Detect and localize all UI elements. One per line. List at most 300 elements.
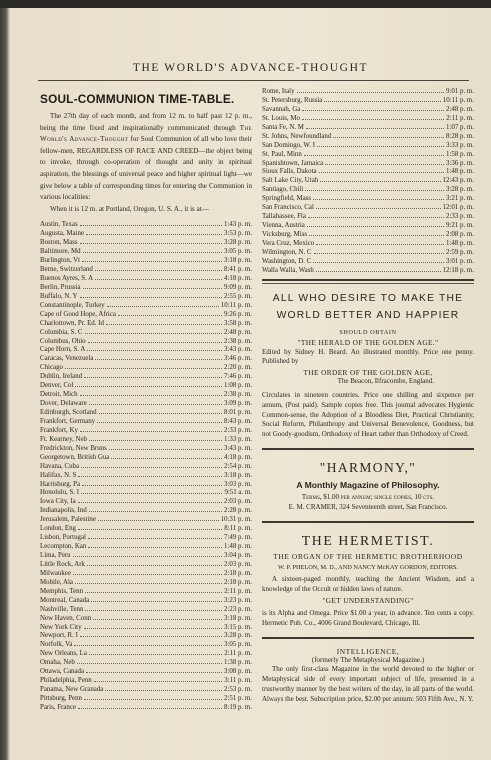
dot-leader [85,586,222,593]
local-time: 2:51 p. m. [224,695,252,703]
city-name: Berlin, Prussia [40,283,81,291]
timetable-row [40,452,252,461]
timetable-row [40,648,252,657]
timetable-row [40,237,252,246]
dot-leader [314,247,445,254]
local-time: 2:53 p. m. [224,686,252,694]
city-name: Tallahassee, Fla [262,213,306,221]
local-time: 2:11 p. m. [446,114,474,122]
city-name: Montreal, Canada [40,596,90,604]
local-time: 1:43 p. m. [224,221,252,229]
dot-leader [107,300,219,307]
dot-leader [109,443,222,450]
timetable-row [262,247,474,256]
dot-leader [75,577,222,584]
city-name: Caracas, Venezuela [40,355,94,363]
local-time: 9:01 p. m. [446,88,474,95]
dot-leader [89,434,222,441]
dot-leader [98,514,219,521]
hermetist-title: THE HERMETIST. [301,532,435,548]
city-name: Springfield, Mass [262,195,311,203]
city-name: Spanishtown, Jamaica [262,159,324,167]
dot-leader [333,131,444,138]
dot-leader [88,336,222,343]
local-time: 2:48 p. m. [446,105,474,113]
city-name: New Haven, Conn [40,614,92,622]
dot-leader [319,166,444,173]
timetable-row [40,595,252,604]
local-time: 3:36 p. m. [446,159,474,167]
timetable-row [40,398,252,407]
timetable-row [40,228,252,237]
local-time: 2:28 p. m. [224,507,252,515]
dot-leader [313,256,444,263]
local-time: 3:46 p. m. [224,355,252,363]
dot-leader [94,675,223,682]
local-time: 3:03 p. m. [224,480,252,488]
city-name: St. Louis, Mo [262,114,300,122]
herald-edited: Edited by Sidney H. Beard. An illustrated monthly. Price one penny. Published by [262,347,474,366]
local-time: 8:41 p. m. [224,266,252,274]
dot-leader [81,487,222,494]
herald-ad-title [262,290,474,324]
dot-leader [95,353,222,360]
timetable-row [40,470,252,479]
section-divider [262,279,474,281]
local-time: 2:20 p. m. [224,364,252,372]
dot-leader [85,604,222,611]
city-name: Baltimore, Md [40,248,81,256]
local-time: 2:55 p. m. [224,292,252,300]
timetable-row [262,95,474,104]
city-name: St. Petersburg, Russia [262,96,323,104]
local-time: 8:11 p. m. [224,525,252,533]
timetable-row [262,193,474,202]
hermetist-description: A sixteen-paged monthly, teaching the Ancient Wisdom, and a knowledge of the Occult or hidden laws of nature. [262,575,474,594]
dot-leader [316,265,441,272]
local-time: 3:28 p. m. [224,632,252,640]
city-name: Jerusalem, Palestine [40,516,96,524]
local-time: 2:33 p. m. [224,426,252,434]
local-time: 3:18 p. m. [224,471,252,479]
timetable-row [40,389,252,398]
local-time: 3:23 p. m. [224,596,252,604]
local-time: 3:28 p. m. [224,239,252,247]
timetable-row [40,586,252,595]
local-time: 8:19 p. m. [224,703,252,711]
local-time: 1:33 p. m. [224,435,252,443]
intelligence-title: INTELLIGENCE, [336,646,400,656]
city-name: Memphis, Tenn [40,587,84,595]
local-time: 4:18 p. m. [224,453,252,461]
herald-name: "THE HERALD OF THE GOLDEN AGE." [297,337,439,347]
city-name: Paris, France [40,703,76,711]
timetable-row [40,613,252,622]
dot-leader [84,371,222,378]
dot-leader [88,532,222,539]
dot-leader [307,220,444,227]
hermetist-motto: "GET UNDERSTANDING" [322,596,414,606]
dot-leader [73,550,222,557]
local-time: 1:08 p. m. [224,382,252,390]
timetable-row [40,443,252,452]
dot-leader [83,246,222,253]
dot-leader [78,523,222,530]
local-time: 1:38 p. m. [224,659,252,667]
local-time: 3:05 p. m. [224,641,252,649]
city-name: Philadelphia, Penn [40,677,92,685]
timetable-row [262,175,474,184]
should-obtain: SHOULD OBTAIN [339,328,397,336]
city-name: Norfolk, Va [40,641,73,649]
city-name: Cape Horn, S. A [40,346,86,354]
dot-leader [89,648,222,655]
timetable-row [262,86,474,95]
timetable-left [40,219,252,711]
city-name: Buffalo, N. Y [40,292,78,300]
local-time: 2:48 p. m. [224,328,252,336]
local-time: 3:21 p. m. [446,195,474,203]
city-name: Chicago [40,364,63,372]
city-name: Dover, Delaware [40,400,87,408]
city-name: Columbus, Ohio [40,337,86,345]
local-time: 4:18 p. m. [224,274,252,282]
dot-leader [89,505,222,512]
dot-leader [304,149,444,156]
dot-leader [97,416,222,423]
dot-leader [81,461,222,468]
dot-leader [80,237,223,244]
dot-leader [325,158,444,165]
city-name: Panama, New Granada [40,686,104,694]
city-name: Indianapolis, Ind [40,507,87,515]
city-name: Frankfort, Ky [40,426,78,434]
dot-leader [65,362,222,369]
timetable-row [262,140,474,149]
timetable-row [40,622,252,631]
local-time: 1:48 p. m. [446,239,474,247]
local-time: 3:43 p. m. [224,346,252,354]
local-time: 2:18 p. m. [224,578,252,586]
dot-leader [87,344,222,351]
city-name: Salt Lake City, Utah [262,177,319,185]
local-time: 8:28 p. m. [446,132,474,140]
city-name: Frankfort, Germany [40,417,96,425]
timetable-row [40,380,252,389]
dot-leader [302,113,444,120]
city-name: Pittsburg, Penn [40,695,82,703]
dot-leader [74,639,222,646]
local-time: 1:48 p. m. [224,543,252,551]
dot-leader [83,282,222,289]
timetable-row [262,131,474,140]
city-name: Detroit, Mich [40,391,78,399]
intro-p1-b: for Soul Communion of all who love their fellow-men, REGARDLESS OF RACE AND CREED—the object being to invoke, through co-operation of thought and unity in spiritual aspiration, the blessings of universal peace and higher spiritual light—we give below a table of corresponding times for entering the Communion in various localities: [40,135,252,202]
order-address: The Beacon, Ilfracombe, England. [337,377,434,386]
hermetist-body: is its Alpha and Omega. Price $1.00 a year, in advance. Ten cents a copy. Hermetic Pub. Co., 4006 Grand Boulevard, Chicago, Ill. [262,609,474,627]
timetable-row [40,684,252,693]
timetable-row [40,461,252,470]
city-name: St. Paul, Minn [262,150,302,158]
city-name: New Orleans, La [40,650,87,658]
timetable-row [40,336,252,345]
local-time: 3:33 p. m. [446,141,474,149]
local-time: 2:11 p. m. [224,587,252,595]
city-name: Ft. Kearney, Neb [40,435,88,443]
timetable-row [40,362,252,371]
city-name: Milwaukee [40,569,71,577]
local-time: 2:59 p. m. [446,248,474,256]
city-name: Columbia, S. C [40,328,83,336]
local-time: 3:04 p. m. [224,552,252,560]
timetable-row [40,300,252,309]
dot-leader [309,229,444,236]
city-name: Walla Walla, Wash [262,266,314,274]
dot-leader [75,380,222,387]
timetable-row [40,577,252,586]
timetable-row [40,318,252,327]
local-time: 2:23 p. m. [224,605,252,613]
dot-leader [86,666,222,673]
local-time: 2:03 p. m. [224,498,252,506]
timetable-row [40,550,252,559]
local-time: 7:49 p. m. [224,534,252,542]
local-time: 2:18 p. m. [224,569,252,577]
dot-leader [78,470,222,477]
dot-leader [87,559,222,566]
timetable-row [262,202,474,211]
city-name: Vienna, Austria [262,222,305,230]
timetable-row [262,104,474,113]
dot-leader [106,318,222,325]
timetable-row [40,425,252,434]
intelligence-subtitle: (formerly The Metaphysical Magazine.) [311,655,425,664]
city-name: Denver, Col [40,382,74,390]
dot-leader [306,122,444,129]
city-name: Ottawa, Canada [40,668,85,676]
city-name: Lecompton, Kan [40,543,87,551]
timetable-row [40,371,252,380]
local-time: 12:01 p. m. [442,204,474,212]
harmony-title: "HARMONY," [319,460,417,476]
dot-leader [324,95,440,102]
dot-leader [84,622,223,629]
publication-name: The World's Advance-Thought [40,123,252,144]
dot-leader [84,693,222,700]
city-name: Rome, Italy [262,88,295,95]
timetable-row [262,256,474,265]
intro-paragraph-1 [40,111,252,204]
city-name: Nashville, Tenn [40,605,84,613]
timetable-row [40,532,252,541]
local-time: 3:28 p. m. [446,186,474,194]
dot-leader [302,104,444,111]
timetable-row [40,219,252,228]
dot-leader [82,479,222,486]
timetable-row [40,559,252,568]
local-time: 2:33 p. m. [446,213,474,221]
dot-leader [78,702,222,709]
intelligence-body: The only first-class Magazine in the world devoted to the higher or Metaphysical side of every important subject of life, presented in a trustworthy manner by the best writers of the day, in all parts of the world. Always the best. Subscription price, $2.00 per annum: 503 Fifth Ave., N. Y. [262,665,474,703]
timetable-row [262,122,474,131]
local-time: 3:09 p. m. [224,400,252,408]
timetable-row [40,291,252,300]
section-divider [262,521,474,523]
local-time: 2:11 p. m. [224,650,252,658]
timetable-row [40,282,252,291]
city-name: Edinburgh, Scotland [40,409,97,417]
local-time: 8:43 p. m. [224,417,252,425]
dot-leader [77,657,222,664]
timetable-row [40,255,252,264]
timetable-row [40,353,252,362]
city-name: London, Eng [40,525,76,533]
city-name: Newport, R. I [40,632,78,640]
local-time: 3:58 p. m. [224,319,252,327]
dot-leader [85,327,223,334]
local-time: 8:01 p. m. [224,409,252,417]
timetable-row [40,604,252,613]
city-name: Cape of Good Hope, Africa [40,310,116,318]
dot-leader [305,184,444,191]
dot-leader [89,398,222,405]
local-time: 1:07 p. m. [446,123,474,131]
timetable-row [262,184,474,193]
city-name: Savannah, Ga [262,105,301,113]
local-time: 3:53 p. m. [224,230,252,238]
city-name: San Domingo, W. I [262,141,316,149]
section-divider [262,637,474,639]
timetable-row [262,158,474,167]
timetable-row [40,541,252,550]
local-time: 2:54 p. m. [224,462,252,470]
dot-leader [99,407,223,414]
herald-ad-title-line-1: ALL WHO DESIRE TO MAKE THE [272,292,464,304]
local-time: 9:26 p. m. [224,310,252,318]
dot-leader [80,219,222,226]
timetable-row [262,220,474,229]
city-name: Mobile, Ala [40,578,73,586]
local-time: 3:43 p. m. [224,444,252,452]
city-name: Lisbon, Portugal [40,534,86,542]
dot-leader [80,291,223,298]
timetable-row [40,407,252,416]
city-name: Fredrickton, New Bruns [40,444,107,452]
timetable-row [40,639,252,648]
herald-body: Circulates in nineteen countries. Price one shilling and sixpence per annum, (Post paid). Sample copies free. This journal advocates Hygienic Common-sense, the Adoption of a Bloodless Diet, Practical Christianity, Social Reform, Philanthropy and Universal Benevolence, Goodness, but not Goody-goodism, Orthodoxy of Heart rather than Orthodoxy of Creed. [262,391,474,439]
dot-leader [316,238,444,245]
city-name: Sioux Falls, Dakota [262,168,317,176]
harmony-publisher: E. M. CRAMER, 324 Seventeenth street, San Francisco. [288,502,448,511]
city-name: Georgetown, British Gua [40,453,110,461]
city-name: Harrisburg, Pa [40,480,81,488]
dot-leader [95,264,222,271]
dot-leader [73,568,222,575]
top-dark-edge [0,0,491,8]
city-name: Wilmington, N. C [262,248,312,256]
timetable-row [40,344,252,353]
timetable-row [40,327,252,336]
city-name: Vicksburg, Miss [262,231,308,238]
header-rule [38,80,469,81]
timetable-row [40,630,252,639]
timetable-row [40,479,252,488]
city-name: Iowa City, Ia [40,498,76,506]
city-name: Santa Fe, N. M [262,123,304,131]
timetable-row [40,434,252,443]
harmony-terms: Terms, $1.00 per annum; single copies, 10 cts. [301,493,435,502]
left-column [40,92,252,711]
dot-leader [308,211,444,218]
order-name: THE ORDER OF THE GOLDEN AGE, [303,368,433,378]
timetable-row [262,113,474,122]
timetable-row [40,675,252,684]
timetable-row [40,273,252,282]
timetable-row [40,416,252,425]
timetable-right [262,86,474,274]
section-divider-thin [262,283,474,284]
city-name: San Francisco, Cal [262,204,314,212]
intro-p1-a: The 27th day of each month, and from 12 m. to half past 12 p. m., being the time fixed and inspirationally communicated through [40,112,252,132]
city-name: Austin, Texas [40,221,78,229]
right-column [262,86,474,705]
dot-leader [316,202,441,209]
city-name: Constantinople, Turkey [40,301,105,309]
herald-ad-title-line-2: WORLD BETTER AND HAPPIER [276,309,460,321]
city-name: Little Rock, Ark [40,560,85,568]
city-name: Honolulu, S. I [40,489,80,497]
timetable-row [262,265,474,274]
timetable-row [262,166,474,175]
dot-leader [313,193,444,200]
timetable-row [262,149,474,158]
dot-leader [80,389,223,396]
local-time: 2:38 p. m. [224,391,252,399]
dot-leader [82,255,222,262]
local-time: 1:58 p. m. [446,150,474,158]
dot-leader [80,425,222,432]
local-time: 3:05 p. m. [224,248,252,256]
dot-leader [88,541,222,548]
city-name: Buenos Ayres, S. A [40,274,94,282]
dot-leader [297,86,445,93]
local-time: 3:18 p. m. [224,257,252,265]
timetable-row [40,496,252,505]
local-time: 3:11 p. m. [224,677,252,685]
city-name: Vera Cruz, Mexico [262,239,315,247]
dot-leader [95,273,222,280]
local-time: 3:15 p. m. [224,623,252,631]
timetable-row [40,514,252,523]
local-time: 1:48 p. m. [446,168,474,176]
local-time: 3:01 p. m. [446,257,474,265]
city-name: Augusta, Maine [40,230,85,238]
local-time: 12:43 p. m. [442,177,474,185]
city-name: Charlottown, Pr. Ed. Id [40,319,104,327]
timetable-row [40,246,252,255]
city-name: Washington, D. C [262,257,312,265]
city-name: Boston, Mass [40,239,78,247]
hermetist-editors: W. P. PHELON, M. D., AND NANCY McKAY GORDON, EDITORS. [278,563,458,571]
timetable-row [40,666,252,675]
dot-leader [118,309,222,316]
local-time: 2:38 p. m. [224,337,252,345]
local-time: 10:31 p. m. [220,516,252,524]
timetable-row [262,211,474,220]
city-name: Burlington, Vt [40,257,81,265]
local-time: 9:51 a. m. [224,489,252,497]
timetable-row [40,657,252,666]
